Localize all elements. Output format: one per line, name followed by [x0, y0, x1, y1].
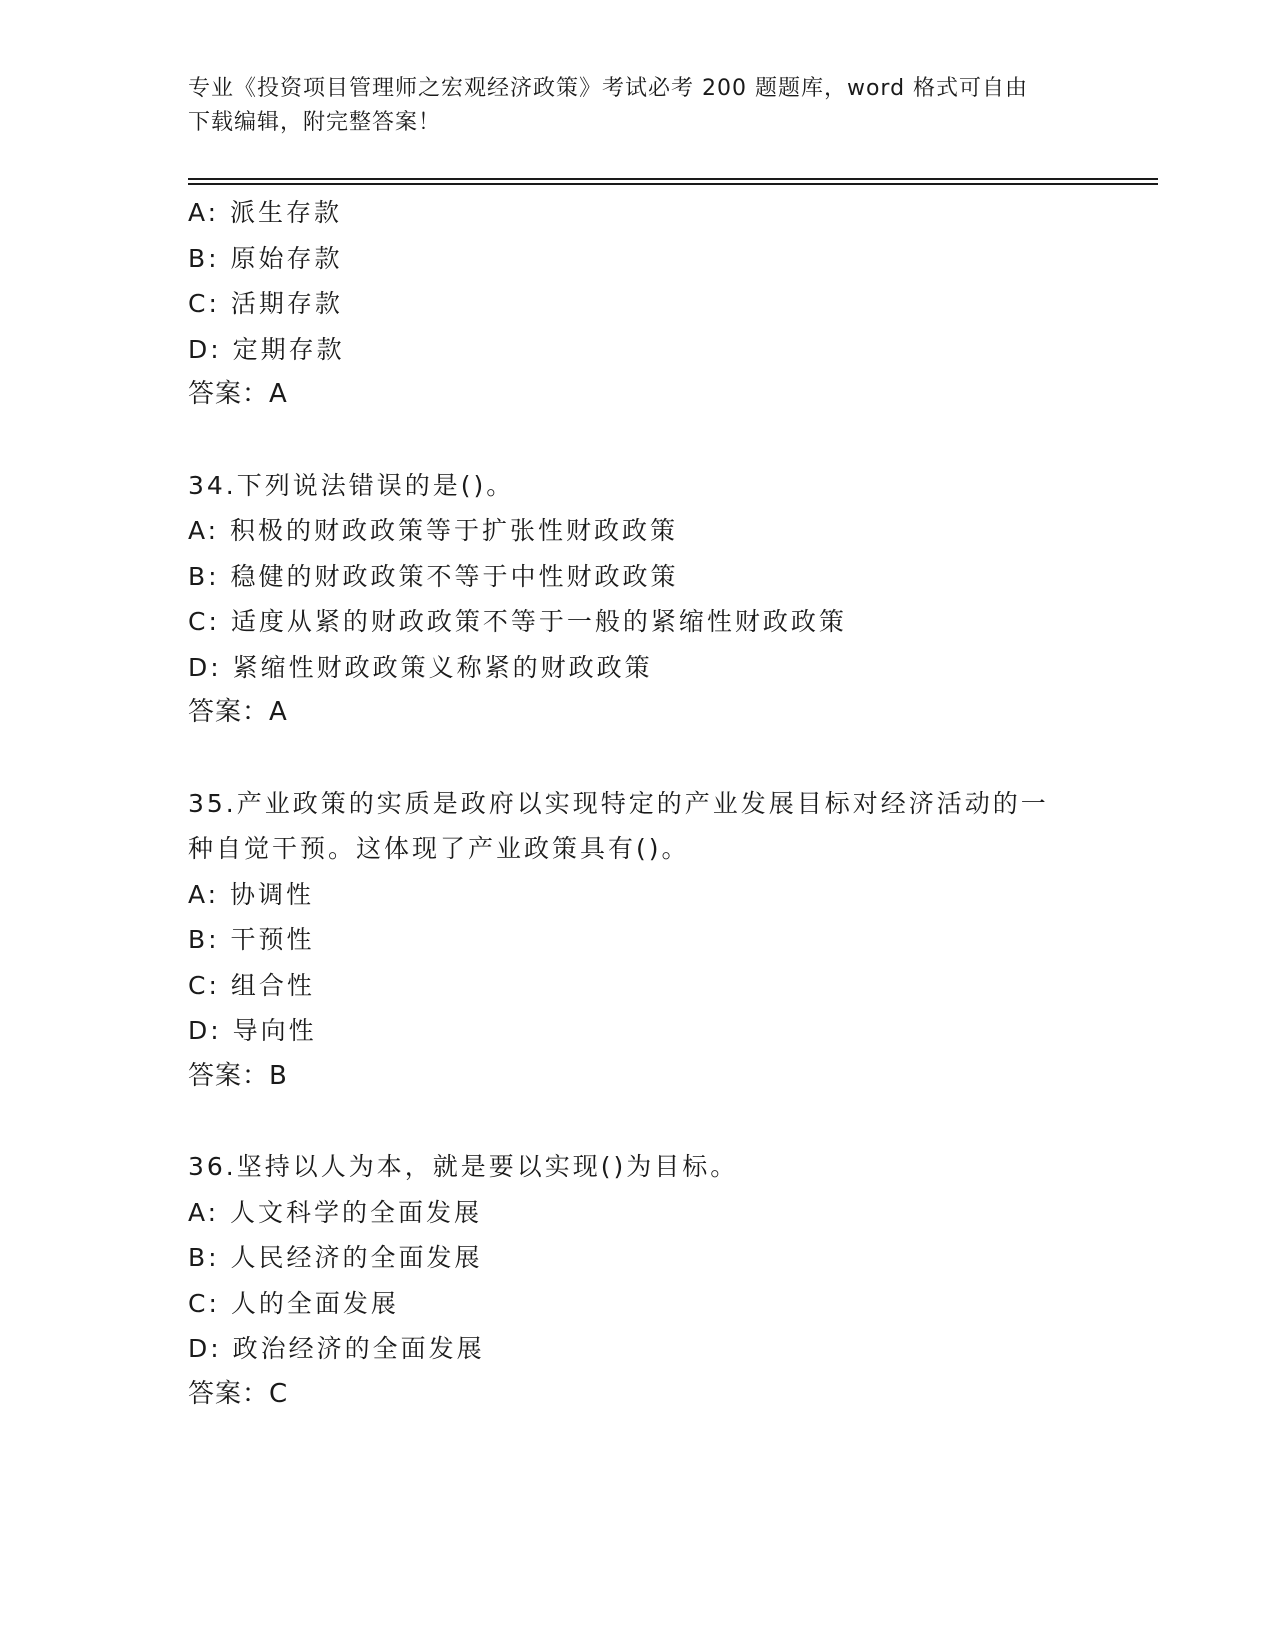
question-stem: 36.坚持以人为本，就是要以实现()为目标。	[188, 1152, 739, 1181]
question-list	[188, 190, 1148, 1417]
option-b: B: 稳健的财政政策不等于中性财政政策	[188, 561, 679, 591]
option-d: D: 政治经济的全面发展	[188, 1334, 485, 1363]
option-b: B: 干预性	[188, 925, 315, 954]
option-d: D: 紧缩性财政政策义称紧的财政政策	[188, 652, 653, 682]
option-d: D: 导向性	[188, 1016, 317, 1045]
question-block-33	[188, 190, 1148, 418]
question-block-35	[188, 781, 1148, 1100]
block-spacer	[188, 1099, 1148, 1144]
option-d: D: 定期存款	[188, 334, 345, 364]
block-spacer	[188, 418, 1148, 463]
question-stem: 34.下列说法错误的是()。	[188, 470, 515, 500]
header-divider-bottom	[188, 183, 1158, 185]
question-stem-continued: 种自觉干预。这体现了产业政策具有()。	[188, 834, 690, 863]
answer-line: 答案：A	[188, 697, 288, 727]
block-spacer	[188, 736, 1148, 781]
option-b: B: 原始存款	[188, 243, 343, 273]
option-c: C: 人的全面发展	[188, 1288, 399, 1318]
question-block-34	[188, 463, 1148, 736]
document-header	[188, 72, 1068, 140]
option-c: C: 适度从紧的财政政策不等于一般的紧缩性财政政策	[188, 607, 847, 636]
option-a: A: 协调性	[188, 879, 315, 909]
option-a: A: 人文科学的全面发展	[188, 1197, 483, 1227]
answer-line: 答案：A	[188, 379, 288, 409]
option-a: A: 派生存款	[188, 198, 343, 227]
option-c: C: 活期存款	[188, 289, 343, 318]
answer-line: 答案：B	[188, 1060, 288, 1091]
header-line-1: 专业《投资项目管理师之宏观经济政策》考试必考 200 题题库，word 格式可自由	[188, 76, 1029, 101]
option-a: A: 积极的财政政策等于扩张性财政政策	[188, 516, 679, 545]
option-c: C: 组合性	[188, 970, 315, 1000]
question-block-36	[188, 1144, 1148, 1417]
header-divider-top	[188, 178, 1158, 180]
header-line-2: 下载编辑，附完整答案！	[188, 110, 442, 135]
question-stem: 35.产业政策的实质是政府以实现特定的产业发展目标对经济活动的一	[188, 788, 1049, 818]
answer-line: 答案：C	[188, 1378, 289, 1409]
option-b: B: 人民经济的全面发展	[188, 1243, 483, 1272]
